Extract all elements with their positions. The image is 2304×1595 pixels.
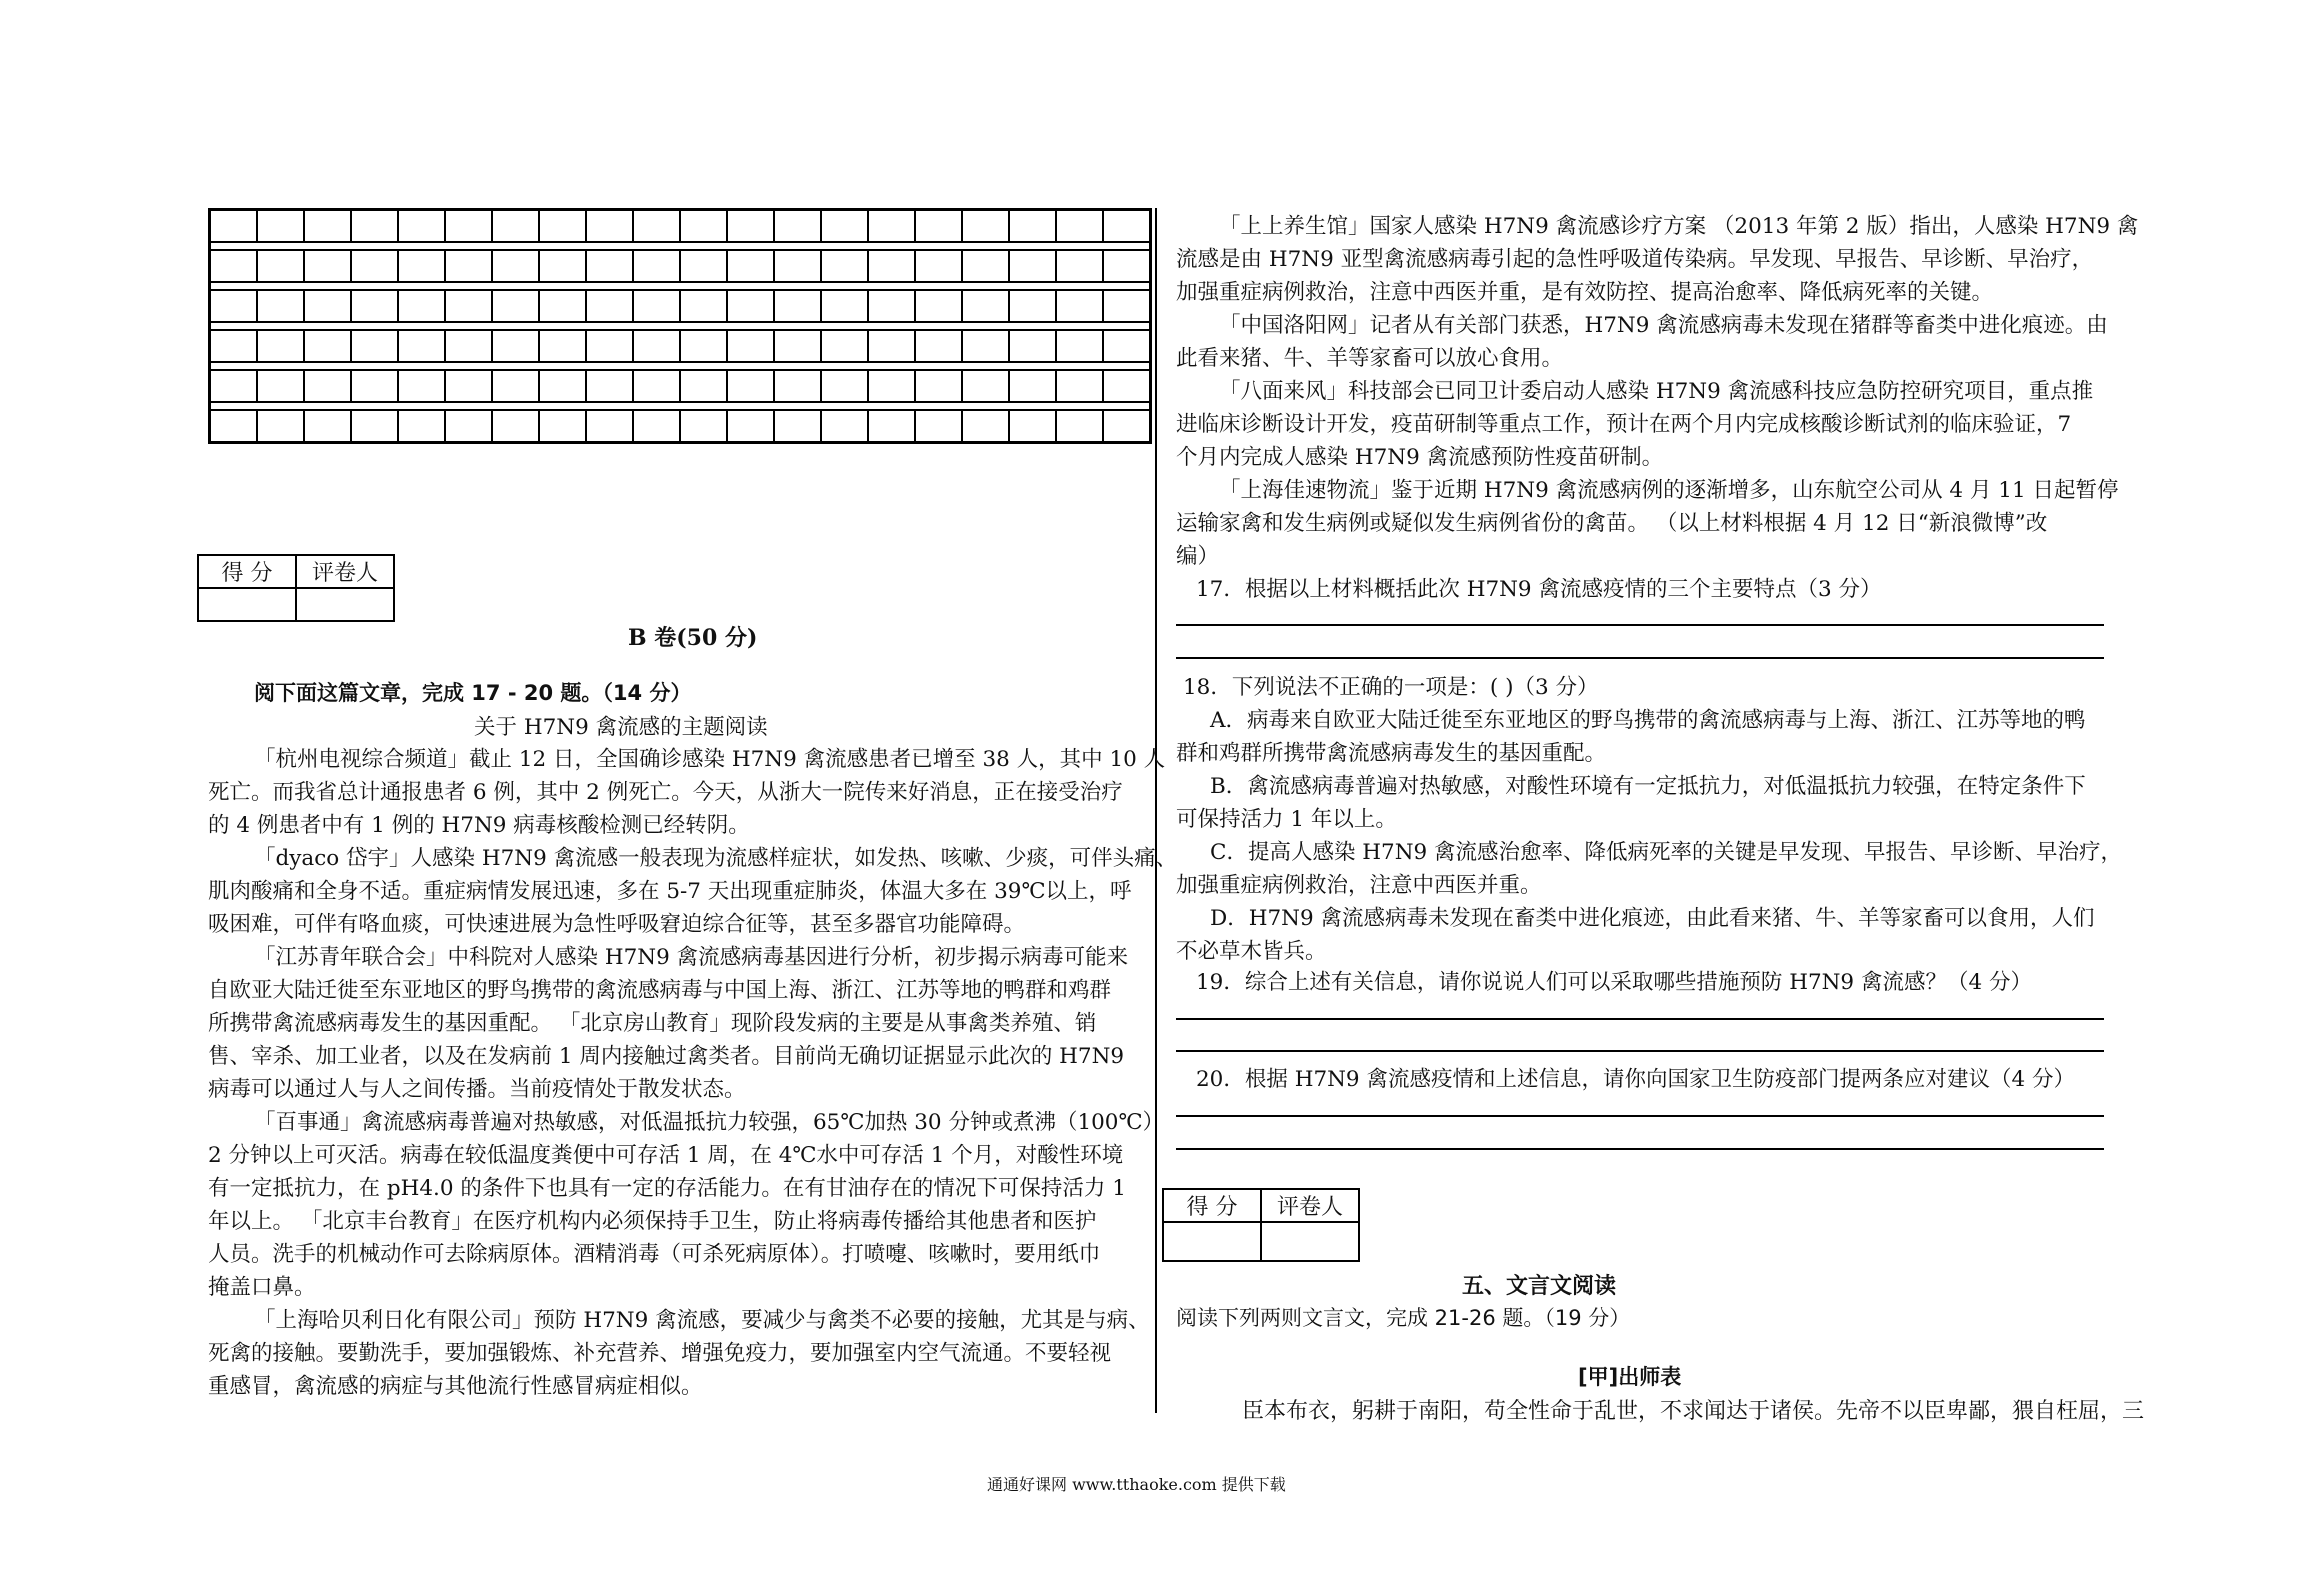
question-19: 19．综合上述有关信息，请你说说人们可以采取哪些措施预防 H7N9 禽流感？（4 分） bbox=[1196, 970, 2032, 995]
grid-cell[interactable] bbox=[586, 250, 633, 282]
grid-cell[interactable] bbox=[633, 410, 680, 443]
grid-cell[interactable] bbox=[210, 330, 258, 362]
grid-cell[interactable] bbox=[868, 250, 915, 282]
option-line: 可保持活力 1 年以上。 bbox=[1176, 807, 1397, 832]
grid-cell[interactable] bbox=[821, 210, 868, 243]
grid-cell[interactable] bbox=[210, 410, 258, 443]
grid-cell[interactable] bbox=[210, 290, 258, 322]
article-line: 人员。洗手的机械动作可去除病原体。酒精消毒（可杀死病原体）。打喷嚏、咳嗽时，要用纸巾 bbox=[208, 1242, 1101, 1267]
writing-grid bbox=[208, 208, 1152, 444]
question-18: 18．下列说法不正确的一项是：( )（3 分） bbox=[1183, 675, 1599, 700]
grid-cell[interactable] bbox=[351, 370, 398, 402]
grid-cell[interactable] bbox=[821, 250, 868, 282]
grid-cell[interactable] bbox=[492, 330, 539, 362]
question-20: 20．根据 H7N9 禽流感疫情和上述信息，请你向国家卫生防疫部门提两条应对建议（4 分） bbox=[1196, 1067, 2075, 1092]
grid-cell[interactable] bbox=[962, 290, 1009, 322]
grid-cell[interactable] bbox=[633, 370, 680, 402]
grader-label: 评卷人 bbox=[296, 555, 394, 588]
score-cell[interactable] bbox=[198, 588, 296, 621]
grid-cell[interactable] bbox=[1103, 210, 1151, 243]
grid-cell[interactable] bbox=[1009, 290, 1056, 322]
section-5-title: 五、文言文阅读 bbox=[1462, 1274, 1617, 1299]
grid-cell[interactable] bbox=[962, 250, 1009, 282]
reading-instruction: 阅下面这篇文章，完成 17 - 20 题。（14 分） bbox=[254, 681, 692, 705]
grid-cell[interactable] bbox=[633, 210, 680, 243]
grid-cell[interactable] bbox=[445, 410, 492, 443]
grid-cell[interactable] bbox=[868, 330, 915, 362]
grid-cell[interactable] bbox=[1103, 250, 1151, 282]
grid-cell[interactable] bbox=[210, 370, 258, 402]
grid-cell[interactable] bbox=[1103, 330, 1151, 362]
material-line: 「上海佳速物流」鉴于近期 H7N9 禽流感病例的逐渐增多，山东航空公司从 4 月 11 日起暂停 bbox=[1219, 478, 2119, 503]
grid-cell[interactable] bbox=[351, 290, 398, 322]
grid-cell[interactable] bbox=[257, 290, 304, 322]
grid-cell[interactable] bbox=[915, 370, 962, 402]
article-line: 死亡。而我省总计通报患者 6 例，其中 2 例死亡。今天，从浙大一院传来好消息，正在接受治疗 bbox=[208, 780, 1123, 805]
option-line: 加强重症病例救治，注意中西医并重。 bbox=[1176, 873, 1542, 898]
article-line: 「上海哈贝利日化有限公司」预防 H7N9 禽流感，要减少与禽类不必要的接触，尤其是与病、 bbox=[254, 1308, 1150, 1333]
question-17: 17．根据以上材料概括此次 H7N9 禽流感疫情的三个主要特点（3 分） bbox=[1196, 577, 1882, 602]
grid-cell[interactable] bbox=[539, 290, 586, 322]
grid-cell[interactable] bbox=[398, 370, 445, 402]
grid-cell[interactable] bbox=[351, 250, 398, 282]
grid-cell[interactable] bbox=[774, 370, 821, 402]
article-line: 所携带禽流感病毒发生的基因重配。 「北京房山教育」现阶段发病的主要是从事禽类养殖、销 bbox=[208, 1011, 1097, 1036]
grid-cell[interactable] bbox=[492, 370, 539, 402]
grid-cell[interactable] bbox=[492, 410, 539, 443]
grid-cell[interactable] bbox=[774, 290, 821, 322]
score-box-left bbox=[197, 554, 395, 622]
grid-cell[interactable] bbox=[398, 410, 445, 443]
grid-cell[interactable] bbox=[1009, 370, 1056, 402]
grid-cell[interactable] bbox=[351, 330, 398, 362]
score-cell[interactable] bbox=[1163, 1222, 1261, 1261]
option-line: D．H7N9 禽流感病毒未发现在畜类中进化痕迹，由此看来猪、牛、羊等家畜可以食用，人们 bbox=[1210, 906, 2095, 931]
grid-cell[interactable] bbox=[351, 410, 398, 443]
article-line: 掩盖口鼻。 bbox=[208, 1275, 316, 1300]
grid-cell[interactable] bbox=[445, 250, 492, 282]
grid-cell[interactable] bbox=[1103, 410, 1151, 443]
answer-line-17a[interactable] bbox=[1176, 624, 2104, 626]
grid-cell[interactable] bbox=[633, 250, 680, 282]
grid-cell[interactable] bbox=[680, 330, 727, 362]
grid-cell[interactable] bbox=[915, 330, 962, 362]
grader-cell[interactable] bbox=[1261, 1222, 1359, 1261]
grid-cell[interactable] bbox=[1056, 210, 1103, 243]
grid-cell[interactable] bbox=[398, 250, 445, 282]
answer-line-20a[interactable] bbox=[1176, 1115, 2104, 1117]
grid-cell[interactable] bbox=[539, 410, 586, 443]
grid-cell[interactable] bbox=[304, 290, 351, 322]
grid-cell[interactable] bbox=[962, 370, 1009, 402]
grid-cell[interactable] bbox=[586, 210, 633, 243]
article-line: 「江苏青年联合会」中科院对人感染 H7N9 禽流感病毒基因进行分析，初步揭示病毒可能来 bbox=[254, 945, 1129, 970]
grid-cell[interactable] bbox=[539, 250, 586, 282]
answer-line-17b[interactable] bbox=[1176, 657, 2104, 659]
grid-cell[interactable] bbox=[1056, 250, 1103, 282]
grid-cell[interactable] bbox=[633, 290, 680, 322]
grid-cell[interactable] bbox=[304, 410, 351, 443]
grid-cell[interactable] bbox=[680, 250, 727, 282]
material-line: 「中国洛阳网」记者从有关部门获悉，H7N9 禽流感病毒未发现在猪群等畜类中进化痕迹。由 bbox=[1219, 313, 2108, 338]
score-label: 得 分 bbox=[1163, 1189, 1261, 1222]
grid-cell[interactable] bbox=[1009, 410, 1056, 443]
grid-cell[interactable] bbox=[680, 210, 727, 243]
grid-cell[interactable] bbox=[727, 370, 774, 402]
grid-cell[interactable] bbox=[962, 410, 1009, 443]
score-box-right bbox=[1162, 1188, 1360, 1262]
grid-cell[interactable] bbox=[304, 370, 351, 402]
grid-cell[interactable] bbox=[586, 330, 633, 362]
section-b-title: B 卷(50 分) bbox=[628, 625, 758, 651]
grid-cell[interactable] bbox=[727, 330, 774, 362]
article-line: 售、宰杀、加工业者，以及在发病前 1 周内接触过禽类者。目前尚无确切证据显示此次的 H7N9 bbox=[208, 1044, 1125, 1069]
grid-cell[interactable] bbox=[398, 330, 445, 362]
article-line: 的 4 例患者中有 1 例的 H7N9 病毒核酸检测已经转阴。 bbox=[208, 813, 750, 838]
article-line: 年以上。 「北京丰台教育」在医疗机构内必须保持手卫生，防止将病毒传播给其他患者和医护 bbox=[208, 1209, 1097, 1234]
grid-cell[interactable] bbox=[727, 210, 774, 243]
grid-cell[interactable] bbox=[727, 410, 774, 443]
material-line: 进临床诊断设计开发，疫苗研制等重点工作，预计在两个月内完成核酸诊断试剂的临床验证，7 bbox=[1176, 412, 2072, 437]
grid-cell[interactable] bbox=[633, 330, 680, 362]
grid-cell[interactable] bbox=[304, 210, 351, 243]
grader-label: 评卷人 bbox=[1261, 1189, 1359, 1222]
grid-cell[interactable] bbox=[257, 330, 304, 362]
grid-cell[interactable] bbox=[1056, 370, 1103, 402]
option-line: B．禽流感病毒普遍对热敏感，对酸性环境有一定抵抗力，对低温抵抗力较强，在特定条件下 bbox=[1210, 774, 2086, 799]
grid-cell[interactable] bbox=[868, 290, 915, 322]
article-line: 吸困难，可伴有咯血痰，可快速进展为急性呼吸窘迫综合征等，甚至多器官功能障碍。 bbox=[208, 912, 1026, 937]
material-line: 运输家禽和发生病例或疑似发生病例省份的禽苗。 （以上材料根据 4 月 12 日“新浪微博”改 bbox=[1176, 511, 2048, 536]
article-line: 自欧亚大陆迁徙至东亚地区的野鸟携带的禽流感病毒与中国上海、浙江、江苏等地的鸭群和鸡群 bbox=[208, 978, 1112, 1003]
grid-cell[interactable] bbox=[304, 330, 351, 362]
grid-cell[interactable] bbox=[868, 410, 915, 443]
grid-cell[interactable] bbox=[445, 330, 492, 362]
grid-cell[interactable] bbox=[680, 370, 727, 402]
grid-cell[interactable] bbox=[821, 370, 868, 402]
grid-cell[interactable] bbox=[915, 210, 962, 243]
grid-cell[interactable] bbox=[821, 330, 868, 362]
grid-cell[interactable] bbox=[915, 250, 962, 282]
grid-cell[interactable] bbox=[915, 410, 962, 443]
article-line: 病毒可以通过人与人之间传播。当前疫情处于散发状态。 bbox=[208, 1077, 746, 1102]
material-line: 个月内完成人感染 H7N9 禽流感预防性疫苗研制。 bbox=[1176, 445, 1664, 470]
material-line: 加强重症病例救治，注意中西医并重，是有效防控、提高治愈率、降低病死率的关键。 bbox=[1176, 280, 1994, 305]
grid-cell[interactable] bbox=[304, 250, 351, 282]
grid-cell[interactable] bbox=[868, 370, 915, 402]
article-line: 死禽的接触。要勤洗手，要加强锻炼、补充营养、增强免疫力，要加强室内空气流通。不要轻视 bbox=[208, 1341, 1112, 1366]
grid-cell[interactable] bbox=[962, 330, 1009, 362]
grid-cell[interactable] bbox=[492, 210, 539, 243]
grid-cell[interactable] bbox=[257, 210, 304, 243]
article-title: 关于 H7N9 禽流感的主题阅读 bbox=[474, 715, 768, 740]
grid-cell[interactable] bbox=[727, 250, 774, 282]
grid-cell[interactable] bbox=[1056, 410, 1103, 443]
answer-line-20b[interactable] bbox=[1176, 1148, 2104, 1150]
option-line: A．病毒来自欧亚大陆迁徙至东亚地区的野鸟携带的禽流感病毒与上海、浙江、江苏等地的鸭 bbox=[1210, 708, 2086, 733]
grid-cell[interactable] bbox=[1056, 290, 1103, 322]
passage-title: [甲]出师表 bbox=[1578, 1365, 1682, 1389]
material-line: 编） bbox=[1176, 544, 1220, 569]
grid-cell[interactable] bbox=[257, 370, 304, 402]
option-line: 群和鸡群所携带禽流感病毒发生的基因重配。 bbox=[1176, 741, 1607, 766]
grid-cell[interactable] bbox=[351, 210, 398, 243]
grid-cell[interactable] bbox=[210, 250, 258, 282]
grid-cell[interactable] bbox=[821, 290, 868, 322]
grid-cell[interactable] bbox=[492, 250, 539, 282]
grid-cell[interactable] bbox=[586, 290, 633, 322]
grid-cell[interactable] bbox=[1009, 210, 1056, 243]
material-line: 「八面来风」科技部会已同卫计委启动人感染 H7N9 禽流感科技应急防控研究项目，重点推 bbox=[1219, 379, 2094, 404]
grid-cell[interactable] bbox=[868, 210, 915, 243]
grid-cell[interactable] bbox=[445, 210, 492, 243]
option-line: 不必草木皆兵。 bbox=[1176, 939, 1327, 964]
grid-cell[interactable] bbox=[1103, 290, 1151, 322]
grid-cell[interactable] bbox=[539, 330, 586, 362]
grid-cell[interactable] bbox=[398, 210, 445, 243]
grid-cell[interactable] bbox=[680, 410, 727, 443]
grid-cell[interactable] bbox=[1009, 250, 1056, 282]
article-line: 「百事通」禽流感病毒普遍对热敏感，对低温抵抗力较强，65℃加热 30 分钟或煮沸（100℃） bbox=[254, 1110, 1165, 1135]
grid-cell[interactable] bbox=[257, 410, 304, 443]
grid-cell[interactable] bbox=[774, 250, 821, 282]
grid-cell[interactable] bbox=[445, 370, 492, 402]
article-line: 有一定抵抗力，在 pH4.0 的条件下也具有一定的存活能力。在有甘油存在的情况下可保持活力 1 bbox=[208, 1176, 1126, 1201]
material-line: 此看来猪、牛、羊等家畜可以放心食用。 bbox=[1176, 346, 1564, 371]
score-label: 得 分 bbox=[198, 555, 296, 588]
grid-cell[interactable] bbox=[774, 210, 821, 243]
passage-first-line: 臣本布衣，躬耕于南阳，苟全性命于乱世，不求闻达于诸侯。先帝不以臣卑鄙，猥自枉屈，三 bbox=[1242, 1399, 2145, 1424]
material-line: 「上上养生馆」国家人感染 H7N9 禽流感诊疗方案 （2013 年第 2 版）指出，人感染 H7N9 禽 bbox=[1219, 214, 2139, 239]
material-line: 流感是由 H7N9 亚型禽流感病毒引起的急性呼吸道传染病。早发现、早报告、早诊断、早治疗， bbox=[1176, 247, 2094, 272]
article-line: 重感冒，禽流感的病症与其他流行性感冒病症相似。 bbox=[208, 1374, 703, 1399]
column-divider bbox=[1155, 208, 1157, 1413]
grid-cell[interactable] bbox=[774, 410, 821, 443]
grid-cell[interactable] bbox=[492, 290, 539, 322]
grader-cell[interactable] bbox=[296, 588, 394, 621]
footer-text: 通通好课网 www.tthaoke.com 提供下载 bbox=[987, 1475, 1286, 1494]
answer-line-19b[interactable] bbox=[1176, 1050, 2104, 1052]
grid-cell[interactable] bbox=[445, 290, 492, 322]
grid-cell[interactable] bbox=[210, 210, 258, 243]
grid-cell[interactable] bbox=[821, 410, 868, 443]
article-line: 肌肉酸痛和全身不适。重症病情发展迅速，多在 5-7 天出现重症肺炎，体温大多在 39℃以上，呼 bbox=[208, 879, 1132, 904]
grid-cell[interactable] bbox=[680, 290, 727, 322]
grid-cell[interactable] bbox=[1056, 330, 1103, 362]
grid-cell[interactable] bbox=[398, 290, 445, 322]
grid-cell[interactable] bbox=[586, 410, 633, 443]
grid-cell[interactable] bbox=[915, 290, 962, 322]
grid-cell[interactable] bbox=[539, 370, 586, 402]
grid-cell[interactable] bbox=[727, 290, 774, 322]
answer-line-19a[interactable] bbox=[1176, 1018, 2104, 1020]
option-line: C．提高人感染 H7N9 禽流感治愈率、降低病死率的关键是早发现、早报告、早诊断、早治疗， bbox=[1210, 840, 2123, 865]
article-line: 2 分钟以上可灭活。病毒在较低温度粪便中可存活 1 周，在 4℃水中可存活 1 个月，对酸性环境 bbox=[208, 1143, 1124, 1168]
grid-cell[interactable] bbox=[962, 210, 1009, 243]
grid-cell[interactable] bbox=[774, 330, 821, 362]
article-line: 「dyaco 岱宇」人感染 H7N9 禽流感一般表现为流感样症状，如发热、咳嗽、少痰，可伴头痛、 bbox=[254, 846, 1178, 871]
grid-cell[interactable] bbox=[539, 210, 586, 243]
grid-cell[interactable] bbox=[1103, 370, 1151, 402]
grid-cell[interactable] bbox=[257, 250, 304, 282]
grid-cell[interactable] bbox=[1009, 330, 1056, 362]
article-line: 「杭州电视综合频道」截止 12 日，全国确诊感染 H7N9 禽流感患者已增至 38 人，其中 10 人 bbox=[254, 747, 1166, 772]
section-5-instruction: 阅读下列两则文言文，完成 21-26 题。（19 分） bbox=[1176, 1306, 1631, 1330]
grid-cell[interactable] bbox=[586, 370, 633, 402]
